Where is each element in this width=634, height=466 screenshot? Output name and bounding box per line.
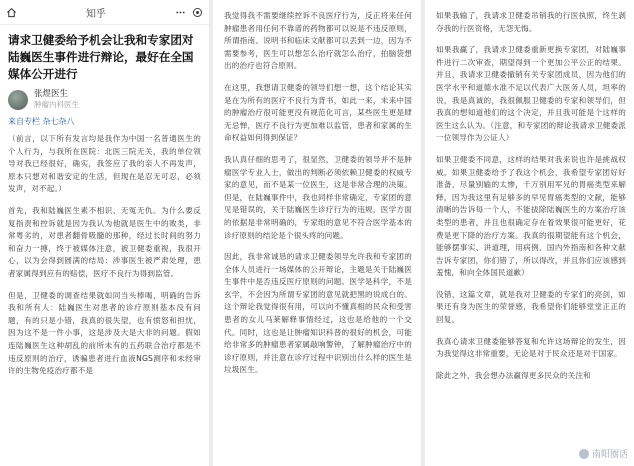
article-headline: 请求卫健委给予机会让我和专家团对陆巍医生事件进行辩论，最好在全国媒体公开进行 [8, 33, 194, 81]
article-paragraph: 但是，卫健委的调查结果就如同当头棒喝，明确的告诉我和所有人：陆巍医生对患者的诊疗原则基本没有问题，有的只是小错，我真的很失望，也有愤怒和担忧，因为这不是一件小事，这是涉及大是大非的问题。假如连陆巍医生这种胡乱的前所未有的五药联合治疗都是不违反原则的治疗，诱骗患者进行血液NGS测序和未经审许的生物免疫治疗都不是 [8, 290, 201, 376]
column-source-link[interactable]: 来自专栏 杂七杂八 [8, 117, 75, 126]
article-paragraph: 除此之外，我会想办法赢得更多民众的关注和 [436, 370, 591, 380]
article-panel-left [0, 0, 209, 466]
article-paragraph: （前言，以下所有发言均是我作为中国一名普通医生的个人行为，与我所在医院：北医三院无关，我的单位领导对我已经很好，确实，我签应了我的亲人不再发声，原本只想对和谐安定的生活，但现在是忍无可忍，必须发声，对不起。） [8, 134, 201, 194]
target-icon[interactable] [192, 7, 203, 18]
article-paragraph: 我真心请求卫健委能够答复和允许这场辩论的发生，因为我觉得这非常重要，无论是对于民众还是对于国家。 [436, 336, 626, 359]
article-paragraph: 我认真仔细的思考了，很显然，卫健委的领导并不是肿瘤医学专业人士，做出的判断必须依赖卫健委的权威专家的意见，而不是某一位医生，这是非常合理的决策。但是，在陆巍事件中，我也同样非常确定，专家团的意见是错误的，关于陆巍医生诊疗行为的违规，医学方面的依据是非常明确的，专家组的意见不符合医学基本的诊疗原则的结论是个很头疼的问题。 [224, 154, 412, 240]
article-panel-right [425, 0, 634, 466]
article-paragraph: 如果卫健委不同意，这样的结果对我来说也许是挑战权威，如果卫健委给予了我这个机会，我希望专家团好好准备，尽量别输的太惨，千万别用军兄的胃癌类型来解释，因为我这里有足够多的早见胃癌类型的文献，能够清晰的告诉每一个人，不能拔除陆巍医生的方案治疗该类型的患者，并且也很确定存在着效果很可能更好，花费是更下降的治疗方案。我真的很期望能有这个机会，能够摆事实、讲道理，用病例、国内外指南和各种文献告诉专家团，你们错了，所以得改，并且你们应该感到羞愧，和向全体国民道歉） [436, 154, 626, 278]
article-paragraph: 如果我输了，我请求卫健委吊销我的行医执照，终生剥夺我的行医资格，无怨无悔。 [436, 11, 626, 33]
article-paragraph: 在这里，我想请卫健委的领导们想一想，这个结论其实是在为所有的医疗不良行为背书，如此一来，未来中国的肿瘤治疗很可能更没有规范化可言，某些医生更是肆无忌惮，医疗不良行为更加难以监管，患者和家属的生命权益如何得到保证？ [224, 82, 412, 143]
watermark-text: 南阳圈话 [591, 450, 628, 460]
app-header [0, 0, 209, 25]
article-paragraph: 因此，我非常诚恳的请求卫健委领导允许我和专家团的全体人员进行一场媒体的公开辩论，主题是关于陆巍医生事件中是否违反医疗原则的问题。医学是科学，不是玄学，不会因为所谓专家团的意见就把黑的说成白的。这个辩论我觉得很有用，可以向不懂真相的民众和受害患者的女儿马莱解释事情经过，这也是给他的一个交代。同时，这也是让肿瘤知识科普的很好的机会，可能给非常多的肿瘤患者家属敲响警钟，了解肿瘤治疗中的诊疗原则，并注意在诊疗过程中识别出什么样的医生是垃圾医生。 [224, 252, 412, 375]
article-panel-middle [213, 0, 421, 466]
article-paragraph: 首先，我和陆巍医生素不相识、无冤无仇。为什么要反复指责和控诉就是因为我认为他就是医生中的败类，非常粤劣的，对患者翻骨吸髓的那种，经过长时间的努力和奋力一搏，终于被媒体注意，被卫健委重视，我很开心，以为会得到圆满的结局：涉事医生被严肃处理，患者家属得到应有的赔偿，医疗不良行为得到监管。 [8, 205, 201, 278]
author-block[interactable] [8, 89, 201, 110]
article-paragraph: 没错，这篇文章，就是我对卫健委的专家们的亮剑，如果还有身为医生的荣誉感，我希望你们能够堂堂正正的回复。 [436, 289, 626, 325]
article-paragraph: 我觉得我不需要继续控诉不良医疗行为，反正将来任何肿瘤患者用任何不靠谱的药物都可以说是不违反原则，所谓指南、说明书和临床文献都可以丢到一边，因为不需要参考，医生可以想怎么治疗就怎么治疗，拍脑袋想出的治疗也符合原则。 [224, 11, 412, 71]
app-title: 知乎 [86, 8, 106, 20]
watermark [579, 447, 628, 460]
avatar[interactable] [8, 90, 28, 110]
watermark-logo-icon [579, 449, 589, 459]
more-icon[interactable] [175, 7, 186, 18]
home-icon[interactable] [6, 7, 17, 18]
author-name[interactable]: 张煜医生 [34, 89, 69, 99]
article-paragraph: 如果我赢了，我请求卫健委重新更换专家团，对陆巍事件进行二次审查，期望得到一个更加公平公正的结果。并且，我请求卫健委撤销有关专家团成员，因为他们的医学水平和道德水准不足以代表广大医务人员，坦率的说，我是真诚的，我很佩服卫健委的专家和领导们，但我真的想知道他们的这个决定，并且我可能是个这样的医生这么认为。（注意，和专家团的辩论我请求卫健委派一位领导作为公证人） [436, 45, 626, 143]
author-title: 肿瘤内科医生 [34, 100, 79, 109]
